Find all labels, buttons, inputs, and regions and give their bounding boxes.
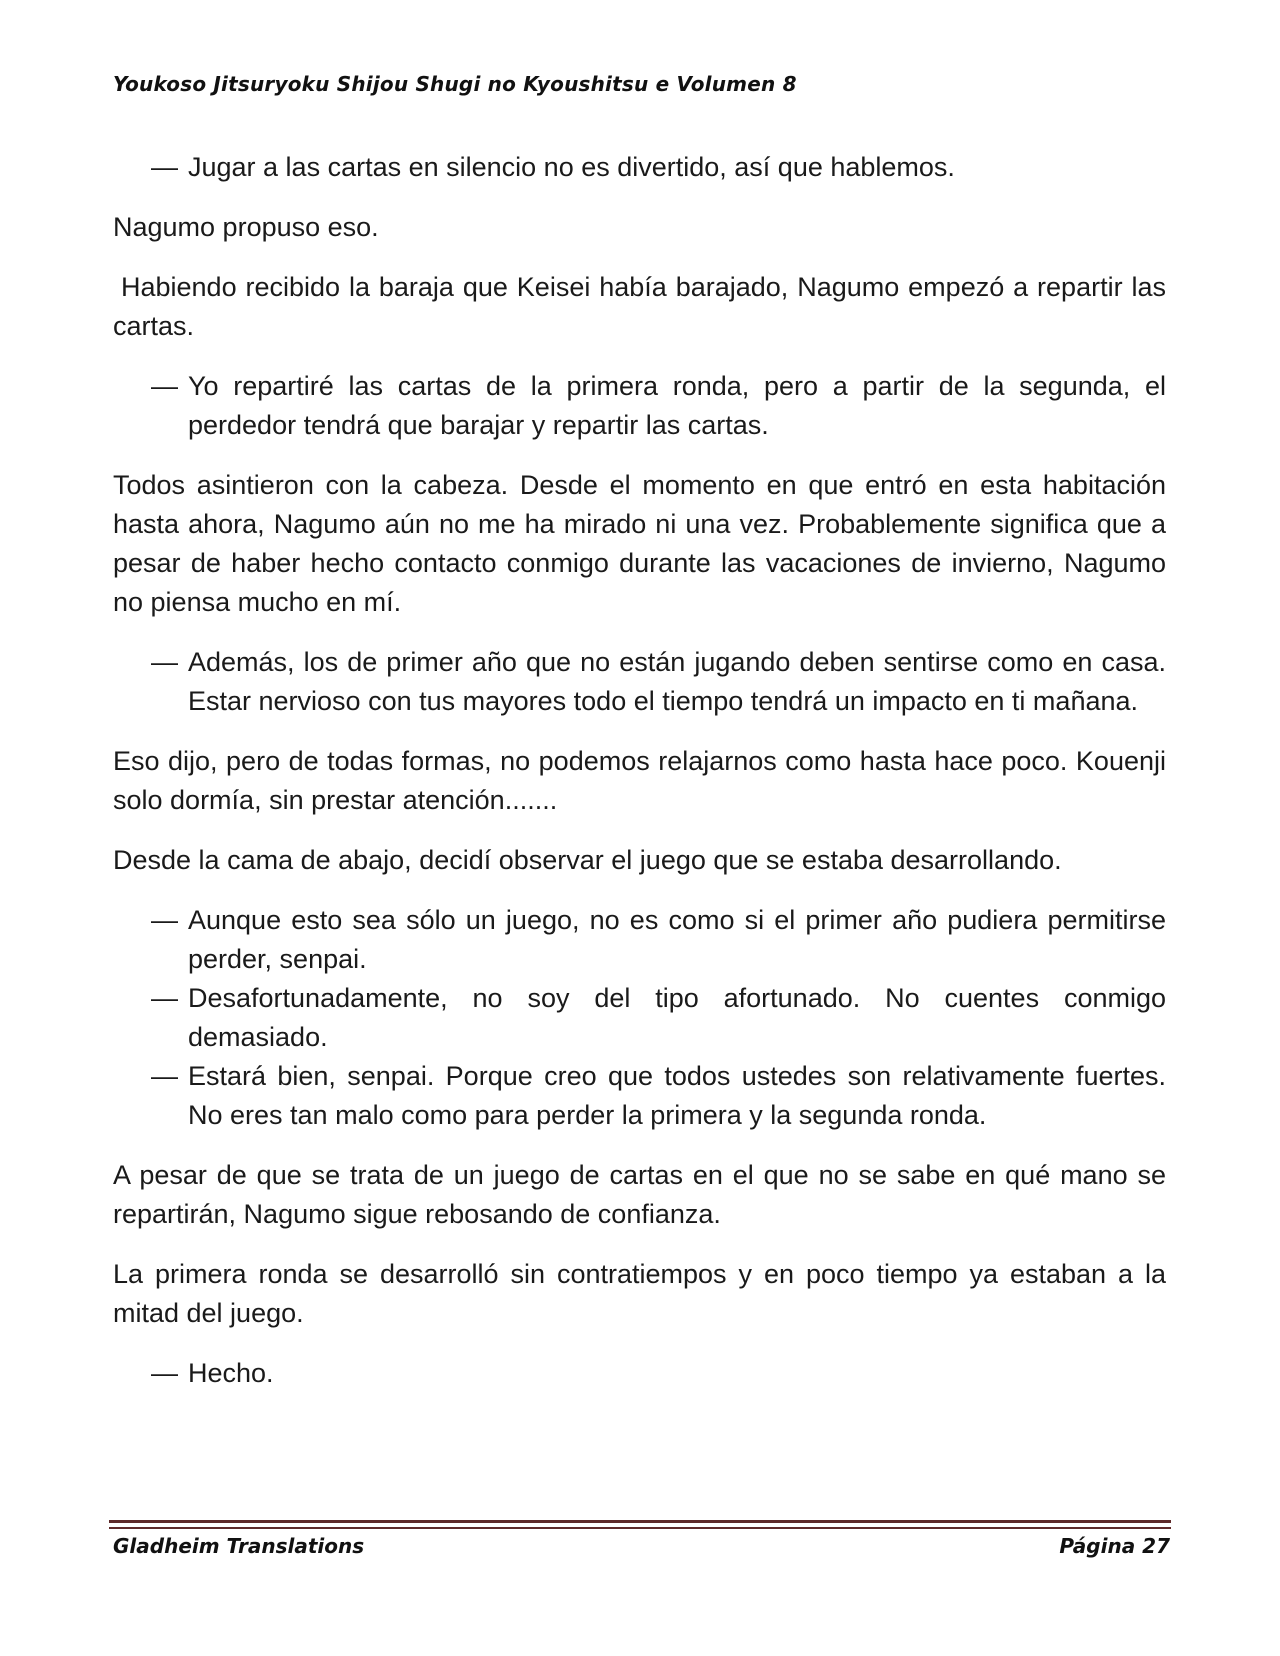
dialog-dash: — [151,1358,178,1388]
page-number: Página 27 [1059,1534,1170,1558]
dialog-group [113,643,1166,721]
paragraph: Todos asintieron con la cabeza. Desde el momento en que entró en esta habitación hasta ahora, Nagumo aún no me ha mirado ni una vez. Probablemente significa que a pesar de haber hecho contacto conmigo durante las vacaciones de invierno, Nagumo no piensa mucho en mí. [113,470,1166,617]
dialog-dash: — [151,983,178,1013]
dialog-text: Estará bien, senpai. Porque creo que todos ustedes son relativamente fuertes. No eres tan malo como para perder la primera y la segunda ronda. [188,1061,1166,1130]
dialog-dash: — [151,905,178,935]
dialog-text: Además, los de primer año que no están jugando deben sentirse como en casa. Estar nervioso con tus mayores todo el tiempo tendrá un impacto en ti mañana. [188,647,1166,716]
dialog-text: Aunque esto sea sólo un juego, no es como si el primer año pudiera permitirse perder, senpai. [188,905,1166,974]
dialog-line [113,901,1166,979]
footer-publisher: Gladheim Translations [113,1534,365,1558]
dialog-dash: — [151,371,178,401]
dialog-text: Jugar a las cartas en silencio no es divertido, así que hablemos. [188,152,955,182]
paragraph: Desde la cama de abajo, decidí observar el juego que se estaba desarrollando. [113,845,1062,875]
paragraph: La primera ronda se desarrolló sin contratiempos y en poco tiempo ya estaban a la mitad del juego. [113,1259,1166,1328]
dialog-line [113,148,1166,187]
dialog-group [113,148,1166,187]
dialog-line [113,979,1166,1057]
dialog-line [113,367,1166,445]
dialog-text: Hecho. [188,1358,274,1388]
footer-rule [109,1520,1171,1529]
dialog-line [113,1354,1166,1393]
body-text [113,148,1166,1414]
paragraph: A pesar de que se trata de un juego de cartas en el que no se sabe en qué mano se repartirán, Nagumo sigue rebosando de confianza. [113,1160,1166,1229]
dialog-line [113,1057,1166,1135]
dialog-group [113,1354,1166,1393]
dialog-group [113,367,1166,445]
dialog-dash: — [151,1061,178,1091]
paragraph: Eso dijo, pero de todas formas, no podemos relajarnos como hasta hace poco. Kouenji solo dormía, sin prestar atención....... [113,746,1166,815]
dialog-dash: — [151,152,178,182]
dialog-dash: — [151,647,178,677]
running-header: Youkoso Jitsuryoku Shijou Shugi no Kyoushitsu e Volumen 8 [113,72,797,96]
dialog-text: Desafortunadamente, no soy del tipo afortunado. No cuentes conmigo demasiado. [188,983,1166,1052]
dialog-line [113,643,1166,721]
paragraph: Nagumo propuso eso. [113,212,379,242]
dialog-text: Yo repartiré las cartas de la primera ronda, pero a partir de la segunda, el perdedor tendrá que barajar y repartir las cartas. [188,371,1166,440]
paragraph: Habiendo recibido la baraja que Keisei había barajado, Nagumo empezó a repartir las cartas. [113,272,1166,341]
dialog-group [113,901,1166,1135]
